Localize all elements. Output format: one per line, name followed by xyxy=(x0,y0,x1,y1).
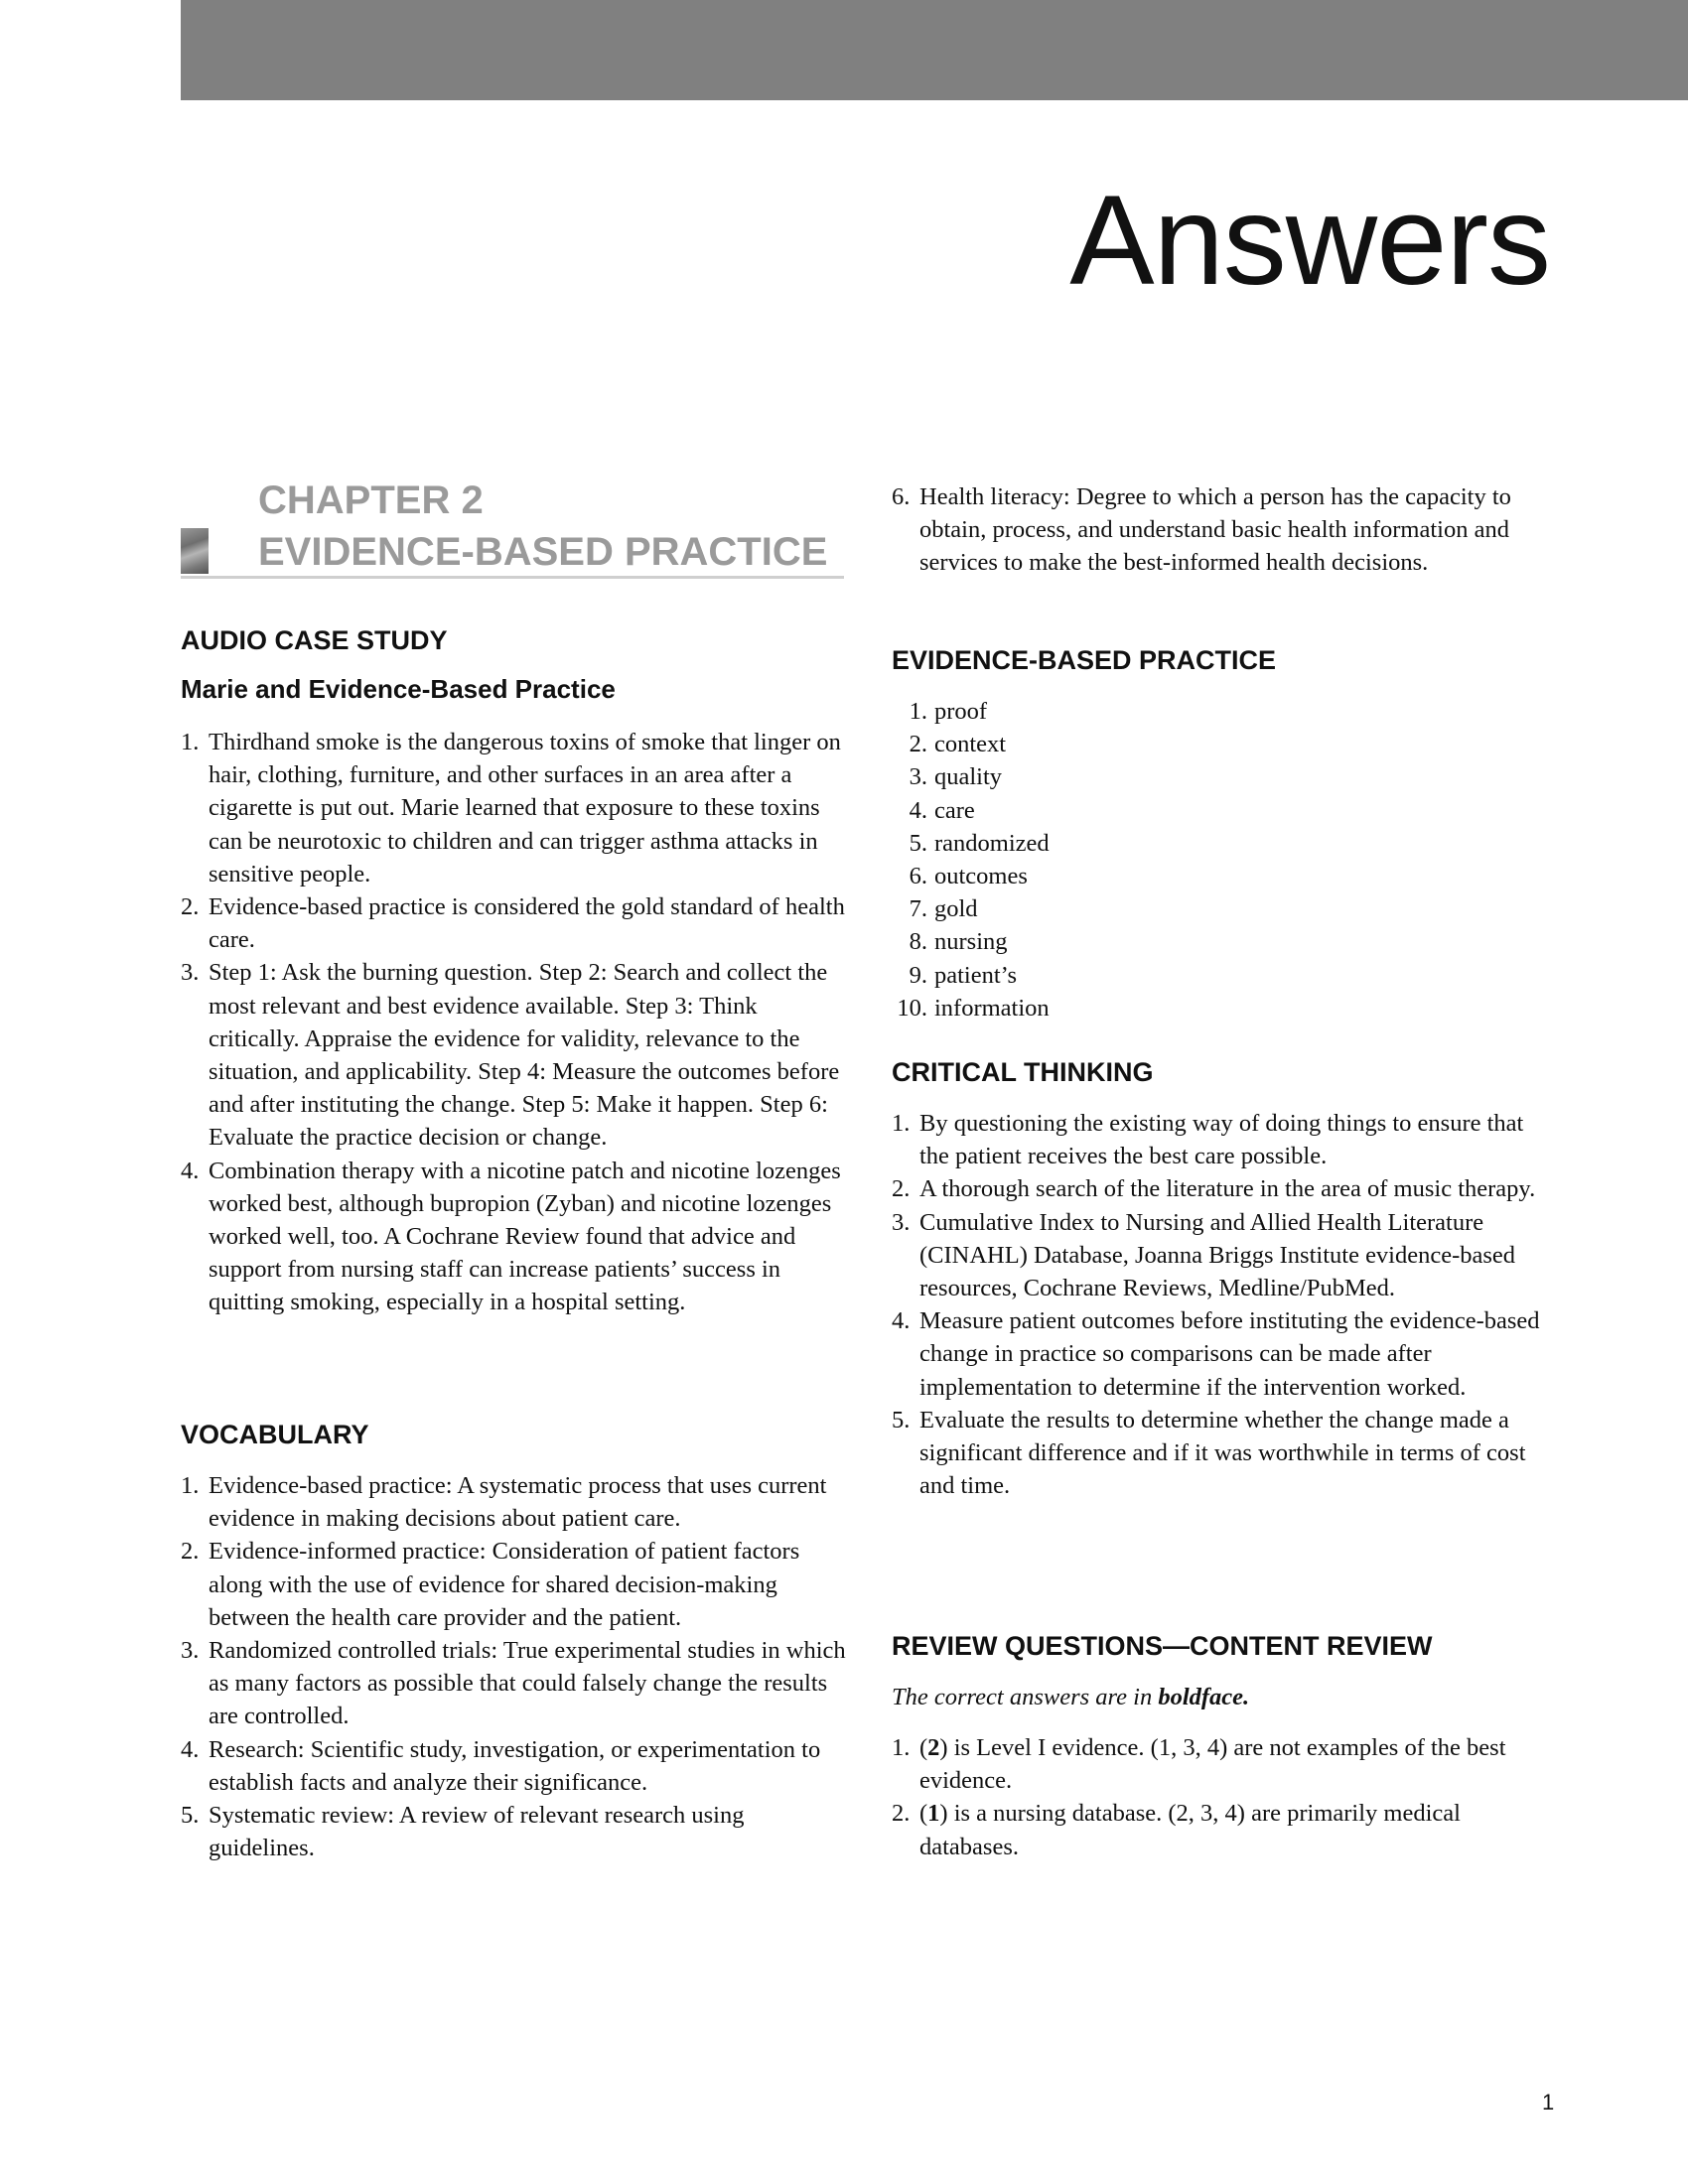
item-text: Combination therapy with a nicotine patch and nicotine lozenges worked best, although bupropion (Zyban) and nicotine lozenges worked well, too. A Cochrane Review found that advice and support from nursing staff can increase patients’ success in quitting smoking, especially in a hospital setting. xyxy=(209,1157,841,1316)
item-number: 4. xyxy=(892,1307,911,1335)
list-item xyxy=(181,726,848,890)
list-item xyxy=(892,1206,1559,1305)
audio-case-study-list xyxy=(181,726,848,1319)
item-text: nursing xyxy=(934,928,1008,956)
item-text: is Level I evidence. (1, 3, 4) are not examples of the best evidence. xyxy=(919,1734,1506,1795)
list-item xyxy=(181,1799,848,1864)
item-number: 2. xyxy=(181,1538,200,1566)
item-text: By questioning the existing way of doing things to ensure that the patient receives the best care possible. xyxy=(919,1110,1524,1170)
item-number: 2. xyxy=(892,1800,911,1828)
page-title: Answers xyxy=(1069,170,1550,312)
chapter-image-icon xyxy=(181,528,209,574)
vocabulary-list-continued xyxy=(892,480,1559,580)
item-text: patient’s xyxy=(934,961,1018,989)
item-text: is a nursing database. (2, 3, 4) are primarily medical databases. xyxy=(919,1800,1461,1860)
list-item xyxy=(892,728,1559,760)
list-item xyxy=(892,1404,1559,1503)
item-number: 1. xyxy=(892,1110,911,1137)
item-number: 7. xyxy=(909,895,927,923)
item-text: Evidence-informed practice: Consideration of patient factors along with the use of evidence for shared decision-making between the health care provider and the patient. xyxy=(209,1538,800,1631)
item-text: A thorough search of the literature in the area of music therapy. xyxy=(919,1175,1536,1203)
list-item: 2. (1) is a nursing database. (2, 3, 4) are primarily medical databases. xyxy=(892,1797,1559,1862)
review-questions-heading: REVIEW QUESTIONS—CONTENT REVIEW xyxy=(892,1631,1433,1661)
list-item xyxy=(892,925,1559,958)
evidence-based-practice-list xyxy=(892,695,1559,1024)
review-questions-list xyxy=(892,1731,1559,1863)
chapter-number: CHAPTER 2 xyxy=(258,478,484,522)
review-note-bold: boldface. xyxy=(1158,1684,1250,1710)
list-item xyxy=(892,480,1559,580)
item-text: Evidence-based practice: A systematic process that uses current evidence in making decisions about patient care. xyxy=(209,1472,827,1533)
list-item xyxy=(181,1733,848,1799)
item-number: 5. xyxy=(181,1802,200,1830)
page-number: 1 xyxy=(1542,2090,1555,2115)
item-number: 10. xyxy=(897,994,927,1022)
list-item xyxy=(892,794,1559,827)
critical-thinking-list xyxy=(892,1107,1559,1502)
item-number: 9. xyxy=(909,961,927,989)
item-text: gold xyxy=(934,895,978,923)
critical-thinking-heading: CRITICAL THINKING xyxy=(892,1057,1154,1087)
item-number: 5. xyxy=(909,829,927,857)
item-number: 5. xyxy=(892,1406,911,1433)
list-item xyxy=(892,1304,1559,1404)
item-number: 6. xyxy=(909,863,927,890)
item-number: 1. xyxy=(892,1734,911,1761)
item-text: Systematic review: A review of relevant research using guidelines. xyxy=(209,1802,745,1862)
audio-case-study-subheading: Marie and Evidence-Based Practice xyxy=(181,674,616,704)
item-text: Thirdhand smoke is the dangerous toxins of smoke that linger on hair, clothing, furniture, and other surfaces in an area after a cigarette is put out. Marie learned that exposure to these toxins can be neurotoxic to children and can trigger asthma attacks in sensitive people. xyxy=(209,729,841,887)
audio-case-study-heading: AUDIO CASE STUDY xyxy=(181,625,448,655)
list-item xyxy=(892,959,1559,992)
item-text: information xyxy=(934,994,1050,1022)
item-number: 3. xyxy=(181,959,200,987)
item-number: 1. xyxy=(181,729,200,755)
item-text: outcomes xyxy=(934,863,1028,890)
item-number: 3. xyxy=(909,763,927,791)
vocabulary-list xyxy=(181,1469,848,1864)
list-item xyxy=(892,760,1559,793)
item-number: 3. xyxy=(892,1208,911,1236)
item-text: randomized xyxy=(934,829,1050,857)
evidence-based-practice-heading: EVIDENCE-BASED PRACTICE xyxy=(892,645,1277,675)
item-number: 2. xyxy=(892,1175,911,1203)
item-text: Step 1: Ask the burning question. Step 2: Search and collect the most relevant and best evidence available. Step 3: Think critically. Appraise the evidence for validity, relevance to the situation, and applicability. Step 4: Measure the outcomes before and after instituting the change. Step 5: Make it happen. Step 6: Evaluate the practice decision or change. xyxy=(209,959,840,1152)
item-number: 6. xyxy=(892,483,911,510)
item-number: 2. xyxy=(181,893,200,921)
item-text: Research: Scientific study, investigation, or experimentation to establish facts and analyze their significance. xyxy=(209,1735,821,1796)
correct-answer: 2 xyxy=(927,1734,940,1761)
item-text: Cumulative Index to Nursing and Allied Health Literature (CINAHL) Database, Joanna Briggs Institute evidence-based resources, Cochrane Reviews, Medline/PubMed. xyxy=(919,1208,1516,1302)
review-note-text: The correct answers are in xyxy=(892,1684,1159,1710)
header-bar xyxy=(181,0,1688,100)
item-number: 8. xyxy=(909,928,927,956)
list-item xyxy=(181,1634,848,1733)
list-item xyxy=(181,1155,848,1319)
item-text: Randomized controlled trials: True experimental studies in which as many factors as possible that could falsely change the results are controlled. xyxy=(209,1637,846,1730)
chapter-divider xyxy=(181,576,844,579)
item-text: context xyxy=(934,731,1007,758)
item-number: 2. xyxy=(909,731,927,758)
item-text: care xyxy=(934,796,975,824)
item-text: proof xyxy=(934,698,988,725)
correct-answer: 1 xyxy=(927,1800,940,1828)
item-number: 1. xyxy=(181,1472,200,1499)
list-item xyxy=(892,1172,1559,1205)
item-text: Evidence-based practice is considered the gold standard of health care. xyxy=(209,893,845,954)
item-number: 4. xyxy=(181,1157,200,1184)
vocabulary-heading: VOCABULARY xyxy=(181,1420,369,1449)
item-text: quality xyxy=(934,763,1003,791)
list-item xyxy=(892,892,1559,925)
list-item xyxy=(892,992,1559,1024)
item-number: 4. xyxy=(181,1735,200,1763)
list-item xyxy=(181,890,848,956)
item-number: 4. xyxy=(909,796,927,824)
item-text: Measure patient outcomes before instituting the evidence-based change in practice so comparisons can be made after implementation to determine if the intervention worked. xyxy=(919,1307,1540,1401)
item-number: 1. xyxy=(909,698,927,725)
item-text: Health literacy: Degree to which a person has the capacity to obtain, process, and understand basic health information and services to make the best-informed health decisions. xyxy=(919,483,1511,577)
list-item xyxy=(181,1535,848,1634)
item-number: 3. xyxy=(181,1637,200,1665)
list-item xyxy=(892,860,1559,892)
list-item xyxy=(892,827,1559,860)
item-text: Evaluate the results to determine whether the change made a significant difference and if it was worthwhile in terms of cost and time. xyxy=(919,1406,1526,1500)
list-item xyxy=(181,956,848,1154)
list-item xyxy=(892,695,1559,728)
list-item xyxy=(892,1107,1559,1172)
list-item: 1. (2) is Level I evidence. (1, 3, 4) are not examples of the best evidence. xyxy=(892,1731,1559,1797)
chapter-title: EVIDENCE-BASED PRACTICE xyxy=(258,530,828,574)
list-item xyxy=(181,1469,848,1535)
review-note xyxy=(892,1681,1249,1713)
